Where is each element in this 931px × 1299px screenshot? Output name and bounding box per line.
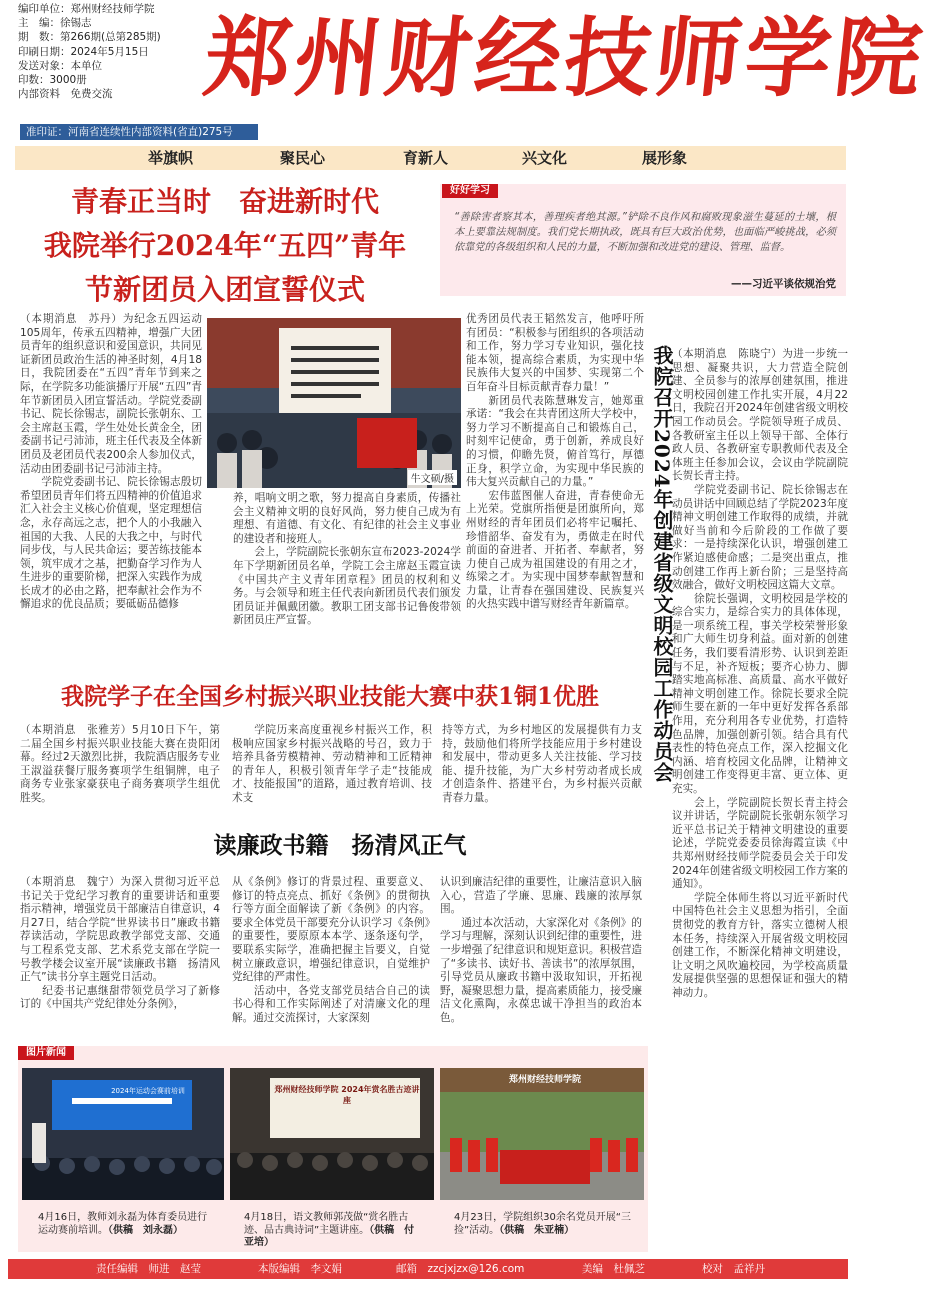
footer-item: 本版编辑 李文娟 (258, 1263, 342, 1275)
caption-text: 4月23日，学院组织30余名党员开展“三捡”活动。 (454, 1212, 631, 1236)
footer-item: 美编 杜佩芝 (582, 1263, 645, 1275)
caption-text: 4月18日，语文教师郭茂做“赏名胜古迹、品古典诗词”主题讲座。 (244, 1212, 409, 1236)
article3-headline: 我院学子在全国乡村振兴职业技能大赛中获1铜1优胜 (60, 683, 599, 710)
footer-bar (8, 1259, 848, 1279)
news-photo-3 (440, 1068, 644, 1200)
photo-news-tag: 图片新闻 (18, 1046, 74, 1060)
ceremony-photo (207, 318, 461, 488)
meta-line: 印数：3000册 (18, 74, 87, 87)
article1-col3: 优秀团员代表王韬然发言，他呼吁所有团员：“积极参与团组织的各项活动和工作，努力学习专业知识，强化技能本领，提高综合素质，为实现中华民族伟大复兴的中国梦、实现第二个百年奋斗目标贡献青春力量！” 新团员代表陈慧琳发言，她郑重承诺：“我会在共青团这所大学校中，努力学习不断提高自己和锻炼自己，时刻牢记使命，勇于创新，养成良好的习惯，仰瞻先贤，俯首笃行，厚德正身，积学立命，为实现中华民族的伟大复兴贡献自己的力量。” 宏伟蓝图催人奋进，青春使命无上光荣。党旗所指便是团旗所向，郑州财经的青年团员们必将牢记嘱托、珍惜韶华、奋发有为，勇做走在时代前面的奋进者、开拓者、奉献者，努力使自己成为祖国建设的有用之才，练梁之才。为实现中国梦奉献智慧和力量，让青春在强国建设、民族复兴的火热实践中谱写财经青年新篇章。 (466, 313, 644, 611)
footer-item: 责任编辑 师进 赵莹 (96, 1263, 201, 1275)
news-caption-1 (38, 1212, 216, 1237)
footer-item: 校对 孟祥丹 (702, 1263, 765, 1275)
slogan-item: 聚民心 (280, 149, 326, 167)
quote-text: “善除害者察其本，善理疾者绝其源。”铲除不良作风和腐败现象滋生蔓延的土壤，根本上要靠法规制度。我们党长期执政，既具有巨大政治优势，也面临严峻挑战，必须依靠党的各级组织和人民的力量，不断加强和改进党的建设、管理、监督。 (454, 212, 836, 253)
photo-news-panel (18, 1046, 648, 1252)
article4-headline: 读廉政书籍 扬清风正气 (213, 832, 467, 859)
permit-bar: 准印证：河南省连续性内部资料(省直)275号 (20, 124, 258, 140)
headline-line: 节新团员入团宣誓仪式 (84, 273, 365, 306)
article2-headline: 我院召开2024年创建省级文明校园工作动员会 (650, 345, 674, 783)
meta-line: 编印单位：郑州财经技师学院 (18, 3, 155, 15)
caption-credit: （供稿 朱亚楠） (499, 1224, 575, 1236)
article1-col2: 养，唱响文明之歌，努力提高自身素质，传播社会主义精神文明的良好风尚，努力使自己成为有理想、有道德、有文化、有纪律的社会主义事业的建设者和接班人。 会上，学院副院长张朝东宣布2023-2024学年下学期新团员名单，学院工会主席赵玉霞宣读《中国共产主义青年团章程》团员的权利和义务。与会领导和班主任代表向新团员代表们颁发团员证并佩戴团徽。教职工团支部书记鲁俊带领新团员庄严宣誓。 (233, 492, 461, 627)
headline-line: 青春正当时 奋进新时代 (70, 185, 379, 218)
meta-line: 印刷日期：2024年5月15日 (18, 45, 149, 58)
article3-col3: 持等方式，为乡村地区的发展提供有力支持，鼓励他们将所学技能应用于乡村建设和发展中，带动更多人关注技能、学习技能、提升技能，为广大乡村劳动者成长成才创造条件、搭建平台，为乡村振兴贡献青春力量。 (442, 724, 642, 804)
slogan-bar (15, 146, 846, 170)
news-caption-2 (244, 1212, 424, 1250)
news-photo-2-screen: 郑州财经技师学院 2024年赏名胜古迹讲座 (274, 1085, 420, 1105)
caption-text: 4月16日，教师刘永磊为体育委员进行运动赛前培训。 (38, 1212, 208, 1236)
photo-credit: 牛文硕/摄 (408, 470, 457, 485)
article4-col1: （本期消息 魏宁）为深入贯彻习近平总书记关于党纪学习教育的重要讲话和重要指示精神，增强党员干部廉洁自律意识，4月27日，结合学院“世界读书日”廉政书籍荐读活动，学院思政教学部党支部、交通与工程系党支部、艺术系党支部在学院一号教学楼会议室开展“读廉政书籍 扬清风正气”读书分享主题党日活动。 纪委书记惠继甜带领党员学习了新修订的《中国共产党纪律处分条例》， (20, 876, 220, 1011)
issue-meta (18, 2, 161, 101)
article4-col2: 从《条例》修订的背景过程、重要意义、修订的特点亮点、抓好《条例》的贯彻执行等方面全面解读了新《条例》的内容。要求全体党员干部要充分认识学习《条例》的重要性，要原原本本学、逐条逐句学，要联系实际学，准确把握主旨要义，自觉树立廉政意识，增强纪律意识，自觉维护党纪律的严肃性。 活动中，各党支部党员结合自己的读书心得和工作实际阐述了对清廉文化的理解。通过交流探讨，大家深刻 (232, 876, 430, 1024)
article3-col1: （本期消息 张雅芳）5月10日下午，第二届全国乡村振兴职业技能大赛在贵阳闭幕。经过2天激烈比拼，我院酒店服务专业王淑溢获餐厅服务赛项学生组铜牌，电子商务专业张家豪获电子商务赛项学生组优胜奖。 (20, 724, 220, 804)
masthead-title: 郑州财经技师学院 (199, 8, 931, 109)
slogan-item: 育新人 (403, 149, 449, 167)
article1-headline (20, 180, 430, 312)
meta-line: 期 数：第266期(总第285期) (18, 31, 161, 44)
news-photo-1-screen: 2024年运动会赛前培训 (111, 1087, 185, 1095)
footer-item: 邮箱 zzcjxjzx@126.com (396, 1263, 525, 1275)
article3-col2: 学院历来高度重视乡村振兴工作，积极响应国家乡村振兴战略的号召，致力于培养具备劳模精神、劳动精神和工匠精神的青年人，积极引领青年学子走“技能成才、技能报国”的道路，通过教育培训、技术支 (232, 724, 432, 804)
meta-line: 主 编：徐锡志 (18, 17, 92, 30)
article4-col3: 认识到廉洁纪律的重要性，让廉洁意识入脑入心，营造了学廉、思廉、践廉的浓厚氛围。 通过本次活动，大家深化对《条例》的学习与理解，深刻认识到纪律的重要性，进一步增强了纪律意识和规矩意识。积极营造了“多读书、读好书、善读书”的浓厚氛围，引导党员从廉政书籍中汲取知识，开拓视野，凝聚思想力量，提高素质能力，接受廉洁文化熏陶，永葆忠诚干净担当的政治本色。 (440, 876, 642, 1024)
headline-line: 我院举行2024年“五四”青年 (43, 229, 407, 262)
quote-tag: 好好学习 (442, 184, 498, 198)
quote-box (440, 184, 846, 296)
caption-credit: （供稿 刘永磊） (108, 1224, 183, 1236)
article1-col1: （本期消息 苏丹）为纪念五四运动105周年，传承五四精神，增强广大团员青年的组织意识和爱国意识，共同见证新团员政治生活的神圣时刻，4月18日，我院团委在“五四”青年节到来之际，在学院多功能演播厅开展“五四”青年节新团员入团宣誓活动。学院党委副书记、院长徐锡志，副院长张朝东、工会主席赵玉霞，学生处处长黄金全，团委副书记弓沛沛，班主任代表及全体新团员及老团员代表200余人参加仪式，活动由团委副书记弓沛沛主持。 学院党委副书记、院长徐锡志殷切希望团员青年们将五四精神的价值追求汇入社会主义核心价值观，坚定理想信念，永存高远之志，把个人的小我融入祖国的大我、人民的大我之中，与时代同步伐，与人民共命运；要苦练技能本领，筑牢成才之基，把勤奋学习作为人生进步的重要阶梯，把深入实践作为成长成才的必由之路，把奉献社会作为不懈追求的优良品质；要砥砺品德修 (20, 313, 202, 611)
news-photo-3-art (440, 1068, 644, 1200)
ceremony-photo-art (207, 318, 461, 488)
caption-credit: （供稿 付亚培） (244, 1224, 415, 1248)
meta-line: 发送对象：本单位 (18, 59, 102, 72)
slogan-item: 兴文化 (522, 149, 568, 167)
slogan-item: 举旗帜 (148, 149, 194, 167)
news-caption-3 (454, 1212, 636, 1237)
news-photo-3-sign: 郑州财经技师学院 (508, 1075, 581, 1085)
quote-source: ——习近平谈依规治党 (731, 278, 836, 290)
article2-body-top: （本期消息 陈晓宁）为进一步统一思想、凝聚共识，大力营造全院创建、全员参与的浓厚创建氛围，推进文明校园创建工作扎实开展，4月22日，我院召开2024年创建省级文明校园工作动员会。学院领导班子成员、各教研室主任以上领导干部、全体行政人员、各教研室专职教师代表及全体班主任参加会议，会议由学院副院长贺长青主持。 学院党委副书记、院长徐锡志在动员讲话中回顾总结了学院2023年度精神文明创建工作取得的成绩，并就做好当前和今后阶段的工作做了要求：一是持续深化认识，增强创建工作紧迫感使命感；二是突出重点，推动创建工作再上新台阶；三是坚持高效融合，做好文明校园这篇大文章。 徐院长强调，文明校园是学校的综合实力，是综合实力的具体体现，是一项系统工程，事关学校荣誉形象和广大师生切身利益。面对新的创建任务，我们要看清形势、认识到差距与不足，补齐短板；要齐心协力、脚踏实地高标准、高质量、高水平做好精神文明创建工作。徐院长要求全院师生要在新的一年中更好发挥各系部作用，充分利用各专业优势，打造特色品牌，加强创新引领。结合具有代表性的特色亮点工作，深入挖掘文化内涵、培育校园文化品牌，让精神文明创建工作变得更丰富、更立体、更充实。 会上，学院副院长贺长青主持会议并讲话，学院副院长张朝东领学习近平总书记关于精神文明建设的重要论述，学院党委委员徐海霞宣读《中共郑州财经技师学院委员会关于印发2024年创建省级文明校园工作方案的通知》。 学院全体师生将以习近平新时代中国特色社会主义思想为指引，全面贯彻党的教育方针，落实立德树人根本任务，持续深入开展省级文明校园创建工作，不断深化精神文明建设，让文明之风吹遍校园，为学校高质量发展提供坚强的思想保证和强大的精神动力。 (672, 348, 848, 999)
meta-line: 内部资料 免费交流 (18, 88, 113, 101)
slogan-item: 展形象 (642, 149, 688, 167)
